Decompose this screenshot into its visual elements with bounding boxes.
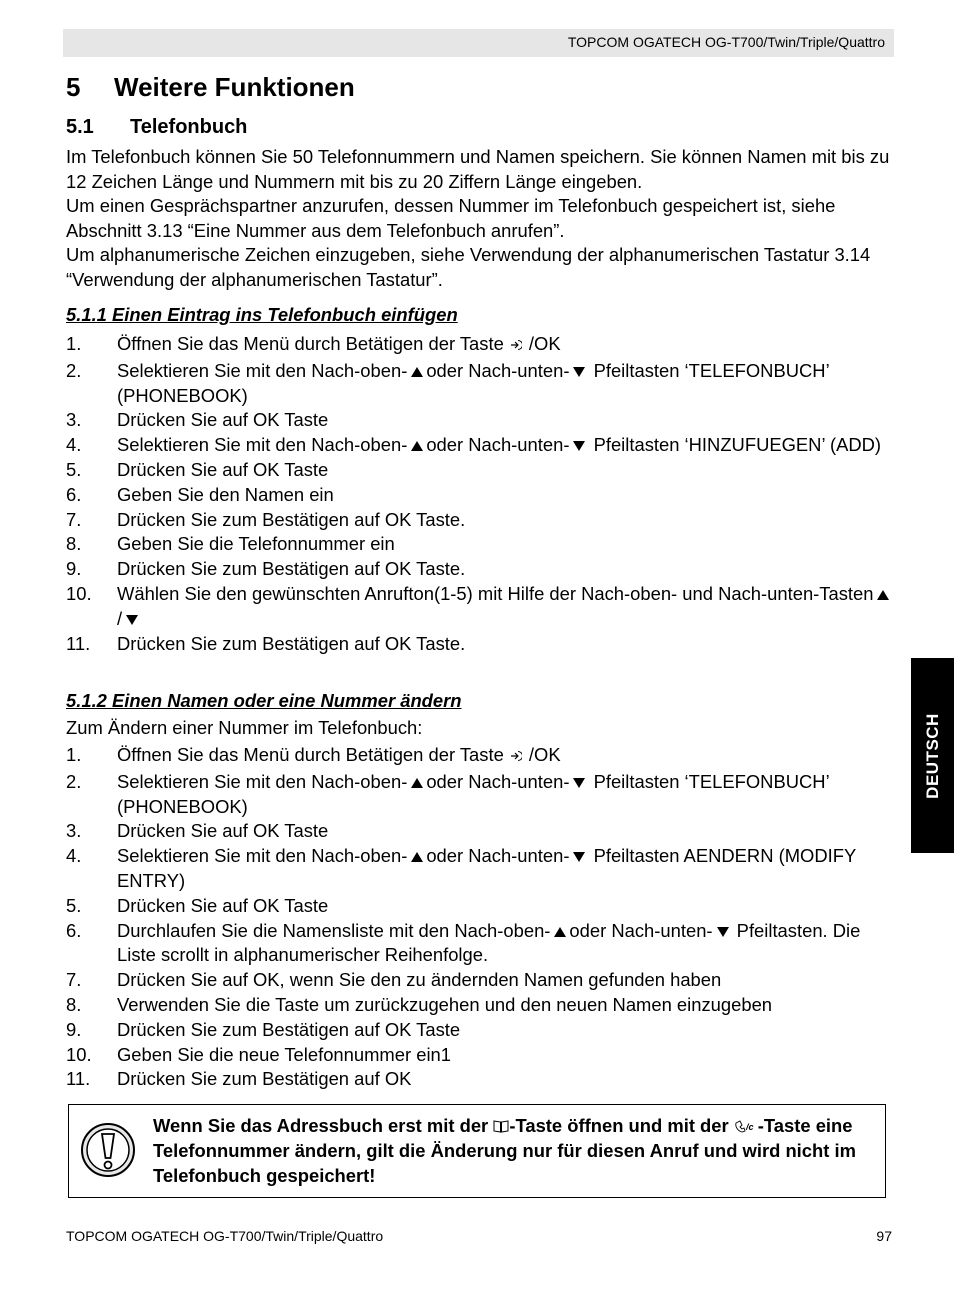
step-text-mid: oder Nach-unten-: [426, 359, 570, 381]
list-item: [66, 557, 896, 582]
step-text: [117, 582, 896, 632]
list-item: [66, 433, 896, 458]
step-number: 10.: [66, 582, 92, 604]
step-text-mid: /: [117, 607, 123, 629]
section-heading: [66, 72, 355, 103]
step-text: [117, 632, 896, 657]
step-text: [117, 433, 896, 458]
step-text-a: Drücken Sie zum Bestätigen auf OK Taste.: [117, 632, 466, 654]
arrow-up-icon: [554, 927, 566, 937]
step-text: [117, 844, 896, 894]
list-item: [66, 632, 896, 657]
list-item: [66, 894, 896, 919]
step-text: [117, 532, 896, 557]
step-text-a: Öffnen Sie das Menü durch Betätigen der Taste: [117, 333, 504, 354]
step-text: [117, 557, 896, 582]
list-item: [66, 1067, 896, 1092]
step-text-b: Pfeiltasten. Die Liste scrollt in alphanumerischer Reihenfolge.: [117, 919, 861, 966]
step-text-b: Pfeiltasten ‘TELEFONBUCH’ (PHONEBOOK): [117, 359, 829, 406]
step-text-a: Drücken Sie auf OK Taste: [117, 894, 329, 916]
arrow-down-icon: [573, 778, 585, 788]
intro-paragraph: Um einen Gesprächspartner anzurufen, dessen Nummer im Telefonbuch gespeichert ist, siehe Abschnitt 3.13 “Eine Nummer aus dem Telefonbuch anrufen”.: [66, 195, 836, 241]
step-text: [117, 819, 896, 844]
step-text-a: Geben Sie die Telefonnummer ein: [117, 533, 395, 555]
header-bar: [63, 29, 894, 57]
footer-title: TOPCOM OGATECH OG-T700/Twin/Triple/Quattro: [66, 1228, 384, 1244]
exclamation-warning-icon: [80, 1122, 136, 1178]
language-tab: [911, 658, 954, 853]
step-number: 9.: [66, 1018, 82, 1040]
step-text-a: Drücken Sie zum Bestätigen auf OK Taste: [117, 1018, 461, 1040]
step-text: [117, 508, 896, 533]
step-text: [117, 743, 896, 770]
header-title: TOPCOM OGATECH OG-T700/Twin/Triple/Quattro: [567, 34, 885, 50]
arrow-up-icon: [411, 441, 423, 451]
step-number: 5.: [66, 894, 82, 916]
step-number: 3.: [66, 409, 82, 431]
svg-text:/c: /c: [745, 1122, 754, 1132]
step-text-a: Selektieren Sie mit den Nach-oben-: [117, 845, 408, 867]
step-number: 1.: [66, 333, 82, 354]
step-text-a: Selektieren Sie mit den Nach-oben-: [117, 359, 408, 381]
step-number: 8.: [66, 993, 82, 1015]
note-text-part2: -Taste öffnen und mit der: [509, 1115, 729, 1136]
note-text: [153, 1113, 878, 1188]
step-text-a: Drücken Sie zum Bestätigen auf OK: [117, 1068, 412, 1090]
list-item: [66, 770, 896, 820]
intro-text: [66, 145, 896, 292]
step-text: [117, 1067, 896, 1092]
step-text: [117, 968, 896, 993]
step-text: [117, 770, 896, 820]
step-text-b: Pfeiltasten ‘HINZUFUEGEN’ (ADD): [593, 434, 882, 456]
step-text: [117, 919, 896, 969]
section-title: Weitere Funktionen: [114, 72, 355, 102]
subsection-number: 5.1: [66, 116, 94, 138]
step-number: 9.: [66, 558, 82, 580]
step-text-mid: oder Nach-unten-: [569, 919, 713, 941]
arrow-up-icon: [411, 367, 423, 377]
step-text: [117, 408, 896, 433]
list-item: [66, 483, 896, 508]
sub1-heading: 5.1.1 Einen Eintrag ins Telefonbuch einfügen: [66, 304, 458, 325]
note-box: [68, 1104, 886, 1198]
step-text-a: Drücken Sie auf OK Taste: [117, 409, 329, 431]
step-number: 6.: [66, 919, 82, 941]
list-item: [66, 993, 896, 1018]
arrow-up-icon: [877, 590, 889, 600]
step-text: [117, 993, 896, 1018]
step-text-mid: oder Nach-unten-: [426, 434, 570, 456]
arrow-down-icon: [573, 367, 585, 377]
step-number: 2.: [66, 359, 82, 381]
step-number: 6.: [66, 483, 82, 505]
step-text: [117, 1043, 896, 1068]
list-item: [66, 743, 896, 770]
arrow-down-icon: [573, 441, 585, 451]
list-item: [66, 408, 896, 433]
step-number: 3.: [66, 820, 82, 842]
step-text-a: Geben Sie die neue Telefonnummer ein1: [117, 1043, 451, 1065]
list-item: [66, 508, 896, 533]
note-text-part1: Wenn Sie das Adressbuch erst mit der: [153, 1115, 489, 1136]
list-item: [66, 919, 896, 969]
step-text: [117, 483, 896, 508]
phonebook-key-icon: [493, 1119, 509, 1133]
step-text-b: /OK: [528, 333, 561, 354]
step-text-a: Wählen Sie den gewünschten Anrufton(1-5) mit Hilfe der Nach-oben- und Nach-unten-Tasten: [117, 582, 874, 604]
step-text: [117, 359, 896, 409]
step-text-b: Pfeiltasten AENDERN (MODIFY ENTRY): [117, 845, 856, 891]
step-number: 5.: [66, 458, 82, 480]
menu-key-icon: [510, 745, 522, 770]
list-item: [66, 458, 896, 483]
step-number: 11.: [66, 1068, 91, 1090]
step-text: [117, 1018, 896, 1043]
step-text-a: Drücken Sie zum Bestätigen auf OK Taste.: [117, 558, 466, 580]
list-item: [66, 359, 896, 409]
sub2-intro: Zum Ändern einer Nummer im Telefonbuch:: [66, 717, 423, 738]
step-text-mid: oder Nach-unten-: [426, 845, 570, 867]
list-item: [66, 332, 896, 359]
step-text-a: Selektieren Sie mit den Nach-oben-: [117, 770, 408, 792]
redial-c-key-icon: [734, 1119, 758, 1133]
step-text-a: Drücken Sie auf OK, wenn Sie den zu ändernden Namen gefunden haben: [117, 969, 722, 991]
step-number: 4.: [66, 845, 82, 867]
step-text: [117, 458, 896, 483]
arrow-down-icon: [717, 927, 729, 937]
list-item: [66, 1018, 896, 1043]
step-number: 2.: [66, 770, 82, 792]
list-item: [66, 532, 896, 557]
step-text-a: Verwenden Sie die Taste um zurückzugehen und den neuen Namen einzugeben: [117, 993, 773, 1015]
list-item: [66, 844, 896, 894]
step-text-mid: oder Nach-unten-: [426, 770, 570, 792]
step-number: 10.: [66, 1043, 92, 1065]
arrow-down-icon: [126, 615, 138, 625]
step-number: 11.: [66, 632, 91, 654]
list-item: [66, 819, 896, 844]
step-text-a: Drücken Sie auf OK Taste: [117, 820, 329, 842]
step-text-a: Selektieren Sie mit den Nach-oben-: [117, 434, 408, 456]
step-text: [117, 894, 896, 919]
step-text-a: Durchlaufen Sie die Namensliste mit den Nach-oben-: [117, 919, 551, 941]
step-text-b: Pfeiltasten ‘TELEFONBUCH’ (PHONEBOOK): [117, 770, 829, 817]
page-number: 97: [876, 1228, 892, 1244]
sub2-steps: [66, 743, 896, 1092]
subsection-title: Telefonbuch: [130, 116, 248, 138]
subsection-heading: [66, 116, 247, 139]
list-item: [66, 968, 896, 993]
intro-paragraph: Im Telefonbuch können Sie 50 Telefonnummern und Namen speichern. Sie können Namen mit bis zu 12 Zeichen Länge und Nummern mit bis zu 20 Ziffern Länge eingeben.: [66, 146, 890, 192]
step-number: 7.: [66, 508, 82, 530]
sub2-heading: 5.1.2 Einen Namen oder eine Nummer ändern: [66, 690, 462, 711]
step-text-a: Öffnen Sie das Menü durch Betätigen der Taste: [117, 744, 504, 765]
arrow-down-icon: [573, 852, 585, 862]
section-number: 5: [66, 72, 81, 102]
list-item: [66, 1043, 896, 1068]
sub1-steps: [66, 332, 896, 656]
step-text-a: Geben Sie den Namen ein: [117, 483, 334, 505]
step-text-a: Drücken Sie auf OK Taste: [117, 458, 329, 480]
step-number: 4.: [66, 434, 82, 456]
step-text-a: Drücken Sie zum Bestätigen auf OK Taste.: [117, 508, 466, 530]
menu-key-icon: [510, 334, 522, 359]
language-tab-label: DEUTSCH: [922, 712, 942, 799]
note-text-part3: -Taste eine Telefonnummer ändern, gilt die Änderung nur für diesen Anruf und wird nicht im Telefonbuch gespeichert!: [153, 1115, 856, 1186]
intro-paragraph: Um alphanumerische Zeichen einzugeben, siehe Verwendung der alphanumerischen Tastatur 3.14 “Verwendung der alphanumerischen Tastatur”.: [66, 244, 871, 290]
list-item: [66, 582, 896, 632]
step-text-b: /OK: [528, 744, 561, 765]
arrow-up-icon: [411, 778, 423, 788]
step-number: 7.: [66, 969, 82, 991]
arrow-up-icon: [411, 852, 423, 862]
step-number: 8.: [66, 533, 82, 555]
step-number: 1.: [66, 744, 82, 765]
step-text: [117, 332, 896, 359]
